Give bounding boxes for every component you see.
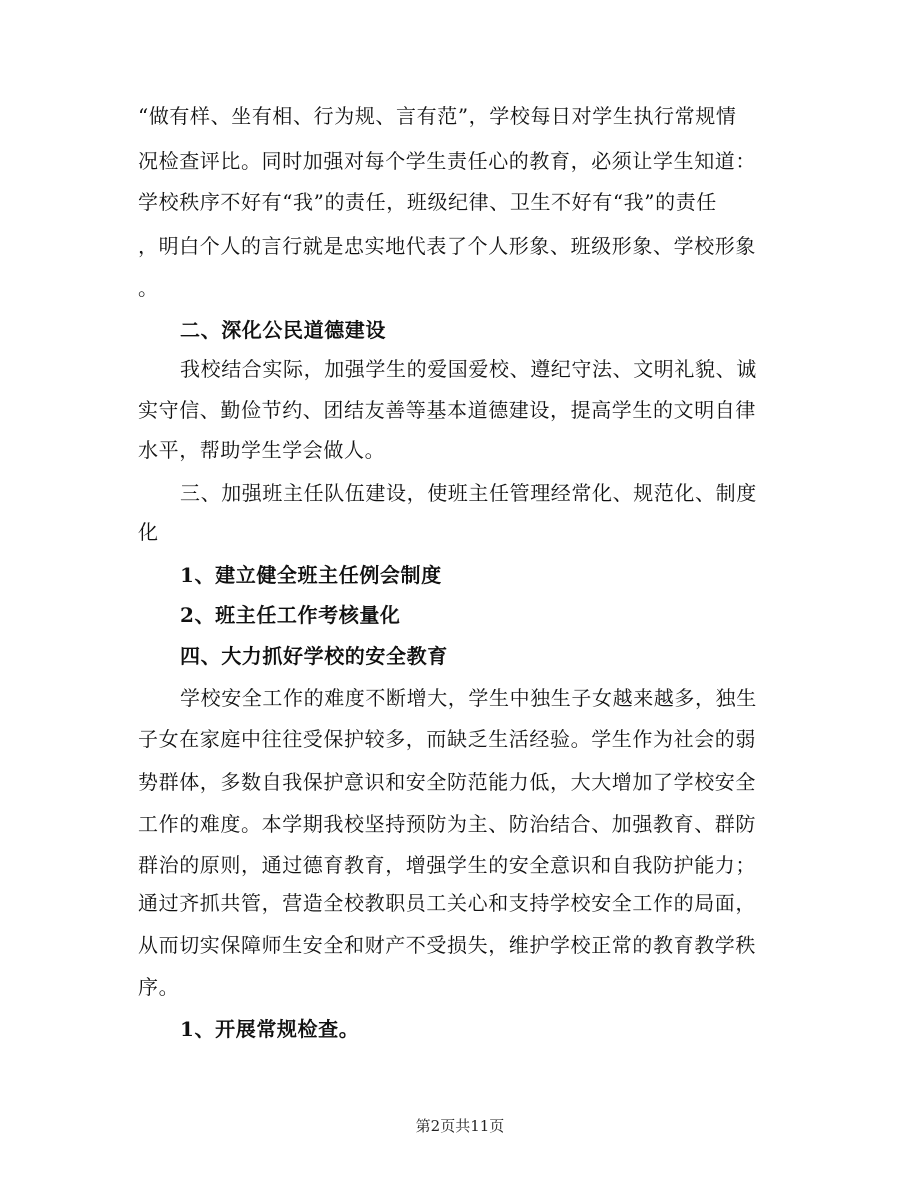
paragraph-3-line-2: 化 xyxy=(138,520,159,544)
paragraph-2-line-1: 我校结合实际，加强学生的爱国爱校、遵纪守法、文明礼貌、诚 xyxy=(180,357,757,381)
section-heading-4: 四、大力抓好学校的安全教育 xyxy=(180,644,448,668)
paragraph-1-line-2: 况检查评比。同时加强对每个学生责任心的教育，必须让学生知道： xyxy=(138,149,756,173)
paragraph-1-line-5: 。 xyxy=(138,276,159,300)
paragraph-4-line-8: 序。 xyxy=(138,975,180,999)
paragraph-4-line-4: 工作的难度。本学期我校坚持预防为主、防治结合、加强教育、群防 xyxy=(138,812,756,836)
page-number-footer: 第2页共11页 xyxy=(415,1117,505,1135)
paragraph-4-line-7: 从而切实保障师生安全和财产不受损失，维护学校正常的教育教学秩 xyxy=(138,933,756,957)
paragraph-1-line-1: “做有样、坐有相、行为规、言有范”，学校每日对学生执行常规情 xyxy=(138,104,737,128)
section-heading-2: 二、深化公民道德建设 xyxy=(180,318,386,342)
list-item-3-2: 2、班主任工作考核量化 xyxy=(180,603,401,627)
paragraph-4-line-3: 势群体，多数自我保护意识和安全防范能力低，大大增加了学校安全 xyxy=(138,770,756,794)
list-item-4-1: 1、开展常规检查。 xyxy=(180,1017,360,1041)
paragraph-4-line-1: 学校安全工作的难度不断增大，学生中独生子女越来越多，独生 xyxy=(180,686,757,710)
paragraph-2-line-2: 实守信、勤俭节约、团结友善等基本道德建设，提高学生的文明自律 xyxy=(138,398,756,422)
paragraph-4-line-2: 子女在家庭中往往受保护较多，而缺乏生活经验。学生作为社会的弱 xyxy=(138,727,756,751)
paragraph-3-line-1: 三、加强班主任队伍建设，使班主任管理经常化、规范化、制度 xyxy=(180,481,757,505)
paragraph-2-line-3: 水平，帮助学生学会做人。 xyxy=(138,438,386,462)
list-item-3-1: 1、建立健全班主任例会制度 xyxy=(180,563,442,587)
paragraph-4-line-6: 通过齐抓共管，营造全校教职员工关心和支持学校安全工作的局面， xyxy=(138,891,756,915)
paragraph-1-line-3: 学校秩序不好有“我”的责任，班级纪律、卫生不好有“我”的责任 xyxy=(138,190,717,214)
paragraph-4-line-5: 群治的原则，通过德育教育，增强学生的安全意识和自我防护能力； xyxy=(138,853,756,877)
paragraph-1-line-4: ，明白个人的言行就是忠实地代表了个人形象、班级形象、学校形象 xyxy=(138,234,756,258)
